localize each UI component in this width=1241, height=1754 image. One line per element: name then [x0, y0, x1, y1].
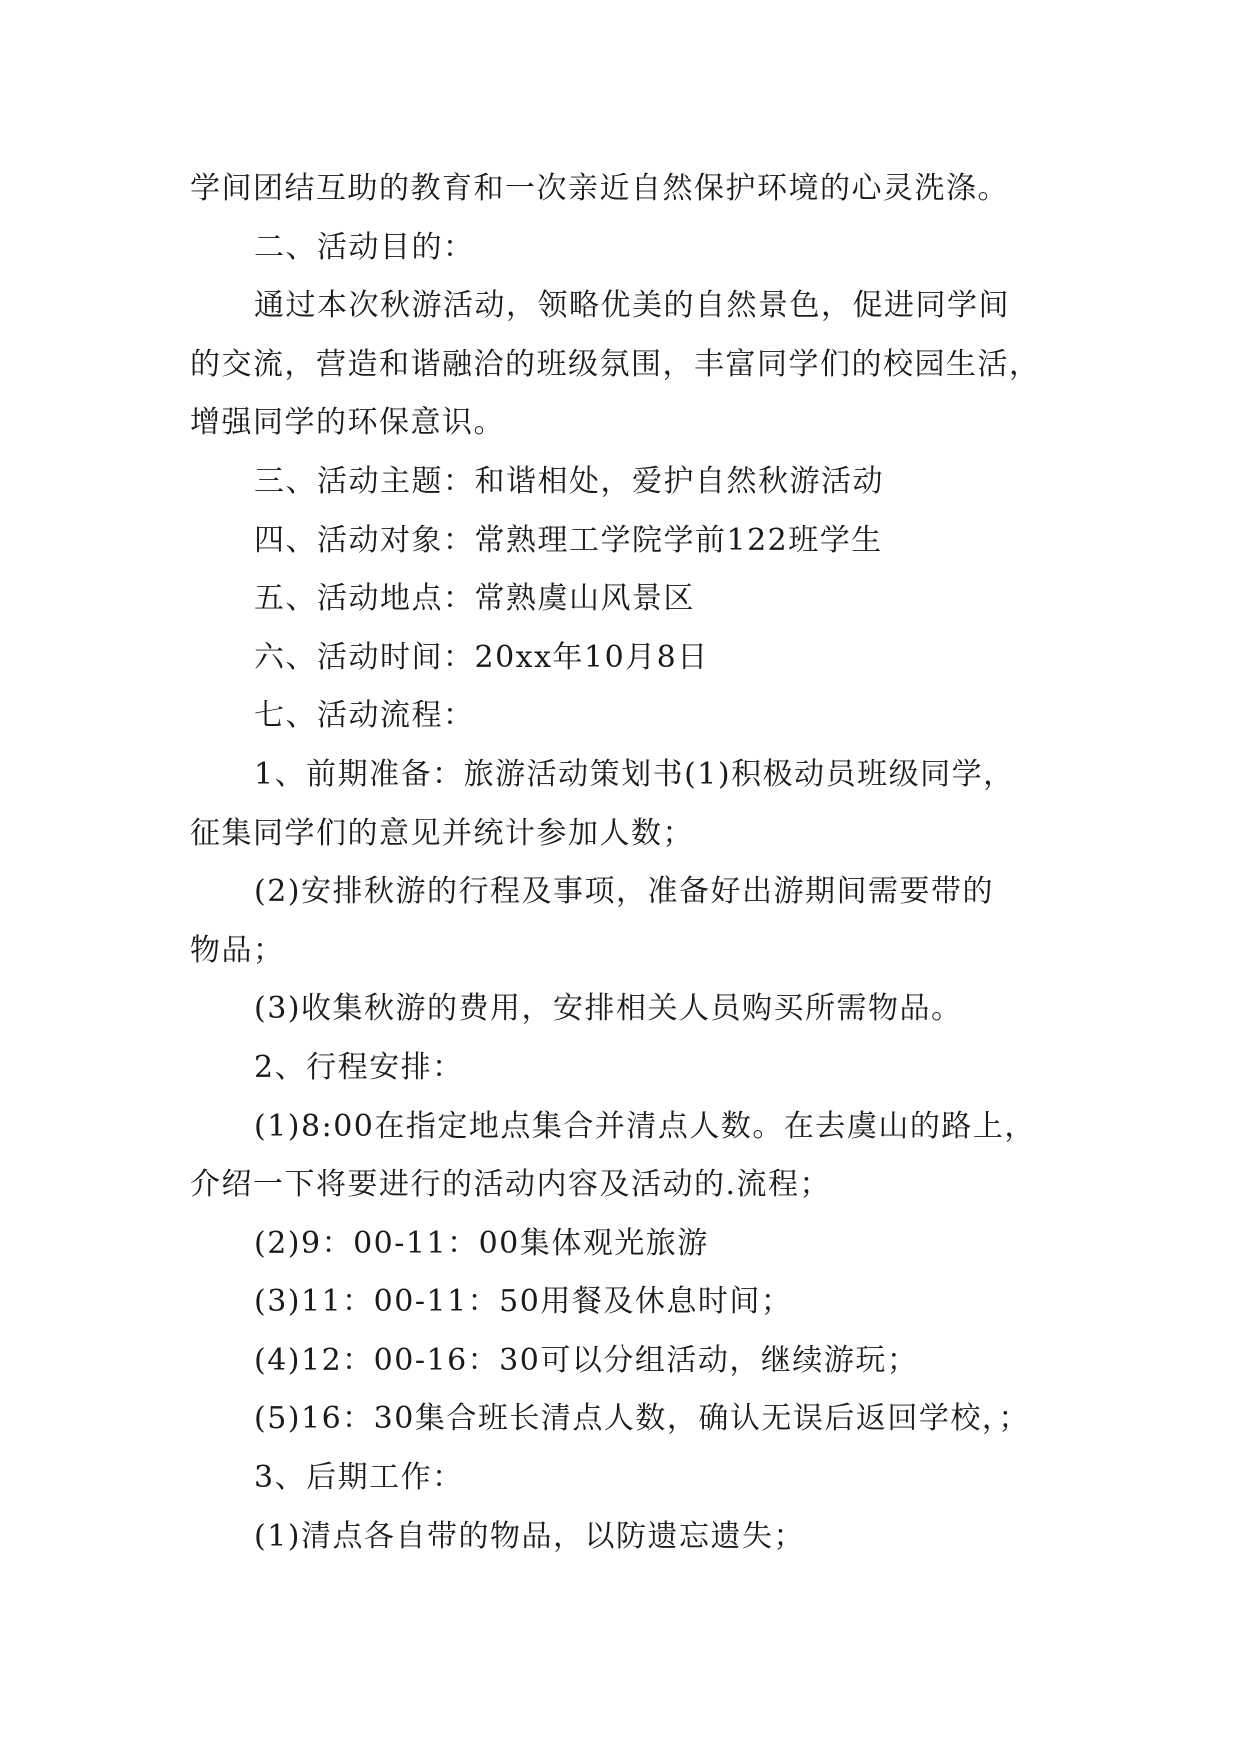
paragraph-schedule-lunch: (3)11：00-11：50用餐及休息时间； — [254, 1284, 793, 1320]
paragraph-line: 物品； — [190, 932, 285, 968]
paragraph-line: 介绍一下将要进行的活动内容及活动的.流程； — [190, 1167, 832, 1203]
heading-activity-target: 四、活动对象：常熟理工学院学前122班学生 — [254, 522, 883, 558]
heading-schedule: 2、行程安排： — [254, 1049, 464, 1085]
paragraph-line: 征集同学们的意见并统计参加人数； — [190, 815, 694, 851]
paragraph-line: 的交流，营造和谐融洽的班级氛围，丰富同学们的校园生活， — [190, 346, 1041, 382]
heading-activity-location: 五、活动地点：常熟虞山风景区 — [254, 581, 695, 617]
paragraph-schedule-return: (5)16：30集合班长清点人数，确认无误后返回学校，； — [254, 1401, 1030, 1437]
paragraph-schedule-group: (4)12：00-16：30可以分组活动，继续游玩； — [254, 1342, 919, 1378]
paragraph-purpose — [190, 277, 1070, 453]
paragraph-line: 1、前期准备：旅游活动策划书(1)积极动员班级同学， — [254, 756, 1015, 792]
paragraph-line: (1)8:00在指定地点集合并清点人数。在去虞山的路上， — [254, 1108, 1036, 1144]
paragraph-line: 通过本次秋游活动，领略优美的自然景色，促进同学间 — [254, 288, 1010, 324]
paragraph-intro-continuation: 学间团结互助的教育和一次亲近自然保护环境的心灵洗涤。 — [190, 171, 1009, 206]
paragraph-schedule-assembly — [190, 1098, 1070, 1215]
heading-activity-process: 七、活动流程： — [254, 698, 475, 734]
paragraph-line: 增强同学的环保意识。 — [190, 405, 505, 441]
document-body — [190, 160, 1070, 1566]
heading-activity-purpose: 二、活动目的： — [254, 229, 475, 265]
paragraph-check-items: (1)清点各自带的物品，以防遗忘遗失； — [254, 1518, 805, 1554]
heading-activity-theme: 三、活动主题：和谐相处，爱护自然秋游活动 — [254, 463, 884, 499]
paragraph-itinerary-items — [190, 863, 1070, 980]
paragraph-preparation — [190, 746, 1070, 863]
heading-follow-up: 3、后期工作： — [254, 1460, 464, 1496]
paragraph-collect-fees: (3)收集秋游的费用，安排相关人员购买所需物品。 — [254, 991, 963, 1027]
paragraph-schedule-sightseeing: (2)9：00-11：00集体观光旅游 — [254, 1225, 709, 1261]
heading-activity-time: 六、活动时间：20xx年10月8日 — [254, 639, 709, 675]
paragraph-line: (2)安排秋游的行程及事项，准备好出游期间需要带的 — [254, 874, 994, 910]
